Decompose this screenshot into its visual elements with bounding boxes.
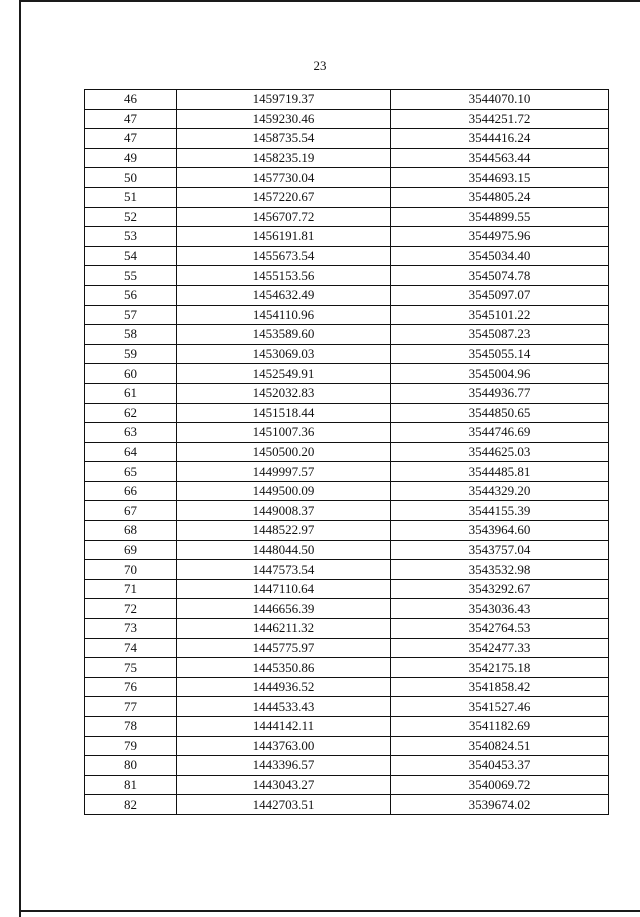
page-edge-top <box>20 0 640 2</box>
x-coordinate-cell: 1446656.39 <box>177 599 391 619</box>
y-coordinate-cell: 3544936.77 <box>391 383 609 403</box>
table-row <box>85 677 609 697</box>
point-number-cell: 59 <box>85 344 177 364</box>
point-number-cell: 63 <box>85 423 177 443</box>
y-coordinate-cell: 3544329.20 <box>391 481 609 501</box>
table-row <box>85 756 609 776</box>
table-row <box>85 129 609 149</box>
x-coordinate-cell: 1446211.32 <box>177 619 391 639</box>
x-coordinate-cell: 1445350.86 <box>177 658 391 678</box>
table-row <box>85 383 609 403</box>
table-row <box>85 325 609 345</box>
point-number-cell: 71 <box>85 579 177 599</box>
y-coordinate-cell: 3541858.42 <box>391 677 609 697</box>
table-row <box>85 599 609 619</box>
point-number-cell: 46 <box>85 90 177 110</box>
point-number-cell: 77 <box>85 697 177 717</box>
x-coordinate-cell: 1459230.46 <box>177 109 391 129</box>
y-coordinate-cell: 3545034.40 <box>391 246 609 266</box>
x-coordinate-cell: 1453589.60 <box>177 325 391 345</box>
table-row <box>85 285 609 305</box>
point-number-cell: 80 <box>85 756 177 776</box>
table-row <box>85 442 609 462</box>
point-number-cell: 81 <box>85 775 177 795</box>
table-row <box>85 717 609 737</box>
x-coordinate-cell: 1449008.37 <box>177 501 391 521</box>
point-number-cell: 61 <box>85 383 177 403</box>
table-row <box>85 187 609 207</box>
y-coordinate-cell: 3543036.43 <box>391 599 609 619</box>
point-number-cell: 75 <box>85 658 177 678</box>
table-row <box>85 246 609 266</box>
y-coordinate-cell: 3544805.24 <box>391 187 609 207</box>
point-number-cell: 78 <box>85 717 177 737</box>
y-coordinate-cell: 3543757.04 <box>391 540 609 560</box>
y-coordinate-cell: 3544070.10 <box>391 90 609 110</box>
point-number-cell: 66 <box>85 481 177 501</box>
point-number-cell: 47 <box>85 129 177 149</box>
y-coordinate-cell: 3544693.15 <box>391 168 609 188</box>
x-coordinate-cell: 1444142.11 <box>177 717 391 737</box>
x-coordinate-cell: 1456191.81 <box>177 227 391 247</box>
x-coordinate-cell: 1448522.97 <box>177 521 391 541</box>
table-row <box>85 501 609 521</box>
x-coordinate-cell: 1455153.56 <box>177 266 391 286</box>
y-coordinate-cell: 3540824.51 <box>391 736 609 756</box>
x-coordinate-cell: 1454110.96 <box>177 305 391 325</box>
x-coordinate-cell: 1447110.64 <box>177 579 391 599</box>
y-coordinate-cell: 3544485.81 <box>391 462 609 482</box>
y-coordinate-cell: 3545074.78 <box>391 266 609 286</box>
x-coordinate-cell: 1455673.54 <box>177 246 391 266</box>
point-number-cell: 51 <box>85 187 177 207</box>
y-coordinate-cell: 3543532.98 <box>391 560 609 580</box>
table-row <box>85 207 609 227</box>
y-coordinate-cell: 3544563.44 <box>391 148 609 168</box>
y-coordinate-cell: 3542477.33 <box>391 638 609 658</box>
y-coordinate-cell: 3544251.72 <box>391 109 609 129</box>
point-number-cell: 72 <box>85 599 177 619</box>
y-coordinate-cell: 3544155.39 <box>391 501 609 521</box>
coordinates-table-body <box>85 90 609 815</box>
y-coordinate-cell: 3545055.14 <box>391 344 609 364</box>
point-number-cell: 74 <box>85 638 177 658</box>
table-row <box>85 168 609 188</box>
y-coordinate-cell: 3543964.60 <box>391 521 609 541</box>
table-row <box>85 736 609 756</box>
table-row <box>85 227 609 247</box>
point-number-cell: 60 <box>85 364 177 384</box>
point-number-cell: 55 <box>85 266 177 286</box>
y-coordinate-cell: 3542764.53 <box>391 619 609 639</box>
x-coordinate-cell: 1459719.37 <box>177 90 391 110</box>
point-number-cell: 68 <box>85 521 177 541</box>
table-row <box>85 540 609 560</box>
x-coordinate-cell: 1443763.00 <box>177 736 391 756</box>
table-row <box>85 90 609 110</box>
x-coordinate-cell: 1452549.91 <box>177 364 391 384</box>
y-coordinate-cell: 3543292.67 <box>391 579 609 599</box>
x-coordinate-cell: 1453069.03 <box>177 344 391 364</box>
point-number-cell: 79 <box>85 736 177 756</box>
x-coordinate-cell: 1454632.49 <box>177 285 391 305</box>
point-number-cell: 73 <box>85 619 177 639</box>
coordinates-table <box>84 89 609 815</box>
y-coordinate-cell: 3542175.18 <box>391 658 609 678</box>
x-coordinate-cell: 1445775.97 <box>177 638 391 658</box>
point-number-cell: 47 <box>85 109 177 129</box>
table-row <box>85 560 609 580</box>
table-row <box>85 266 609 286</box>
table-row <box>85 795 609 815</box>
point-number-cell: 52 <box>85 207 177 227</box>
y-coordinate-cell: 3541527.46 <box>391 697 609 717</box>
table-row <box>85 305 609 325</box>
y-coordinate-cell: 3545087.23 <box>391 325 609 345</box>
y-coordinate-cell: 3544975.96 <box>391 227 609 247</box>
table-row <box>85 521 609 541</box>
x-coordinate-cell: 1442703.51 <box>177 795 391 815</box>
x-coordinate-cell: 1457730.04 <box>177 168 391 188</box>
table-row <box>85 109 609 129</box>
point-number-cell: 53 <box>85 227 177 247</box>
point-number-cell: 56 <box>85 285 177 305</box>
y-coordinate-cell: 3540453.37 <box>391 756 609 776</box>
point-number-cell: 50 <box>85 168 177 188</box>
y-coordinate-cell: 3545097.07 <box>391 285 609 305</box>
y-coordinate-cell: 3544416.24 <box>391 129 609 149</box>
x-coordinate-cell: 1458735.54 <box>177 129 391 149</box>
x-coordinate-cell: 1443396.57 <box>177 756 391 776</box>
x-coordinate-cell: 1458235.19 <box>177 148 391 168</box>
y-coordinate-cell: 3544899.55 <box>391 207 609 227</box>
point-number-cell: 67 <box>85 501 177 521</box>
table-row <box>85 148 609 168</box>
x-coordinate-cell: 1444936.52 <box>177 677 391 697</box>
table-row <box>85 344 609 364</box>
point-number-cell: 62 <box>85 403 177 423</box>
table-row <box>85 775 609 795</box>
x-coordinate-cell: 1457220.67 <box>177 187 391 207</box>
point-number-cell: 64 <box>85 442 177 462</box>
x-coordinate-cell: 1448044.50 <box>177 540 391 560</box>
x-coordinate-cell: 1444533.43 <box>177 697 391 717</box>
table-row <box>85 462 609 482</box>
x-coordinate-cell: 1449997.57 <box>177 462 391 482</box>
x-coordinate-cell: 1443043.27 <box>177 775 391 795</box>
table-row <box>85 579 609 599</box>
table-row <box>85 658 609 678</box>
table-row <box>85 364 609 384</box>
y-coordinate-cell: 3540069.72 <box>391 775 609 795</box>
table-row <box>85 403 609 423</box>
point-number-cell: 69 <box>85 540 177 560</box>
y-coordinate-cell: 3541182.69 <box>391 717 609 737</box>
page-number: 23 <box>313 58 327 73</box>
point-number-cell: 58 <box>85 325 177 345</box>
point-number-cell: 54 <box>85 246 177 266</box>
table-row <box>85 481 609 501</box>
x-coordinate-cell: 1456707.72 <box>177 207 391 227</box>
table-row <box>85 619 609 639</box>
y-coordinate-cell: 3545004.96 <box>391 364 609 384</box>
y-coordinate-cell: 3539674.02 <box>391 795 609 815</box>
y-coordinate-cell: 3544746.69 <box>391 423 609 443</box>
point-number-cell: 70 <box>85 560 177 580</box>
point-number-cell: 57 <box>85 305 177 325</box>
page-edge-left <box>19 0 21 917</box>
point-number-cell: 76 <box>85 677 177 697</box>
x-coordinate-cell: 1450500.20 <box>177 442 391 462</box>
point-number-cell: 65 <box>85 462 177 482</box>
y-coordinate-cell: 3544850.65 <box>391 403 609 423</box>
x-coordinate-cell: 1447573.54 <box>177 560 391 580</box>
page-edge-bottom <box>20 910 640 912</box>
table-row <box>85 697 609 717</box>
x-coordinate-cell: 1451518.44 <box>177 403 391 423</box>
y-coordinate-cell: 3545101.22 <box>391 305 609 325</box>
table-row <box>85 638 609 658</box>
point-number-cell: 49 <box>85 148 177 168</box>
x-coordinate-cell: 1449500.09 <box>177 481 391 501</box>
x-coordinate-cell: 1452032.83 <box>177 383 391 403</box>
x-coordinate-cell: 1451007.36 <box>177 423 391 443</box>
point-number-cell: 82 <box>85 795 177 815</box>
y-coordinate-cell: 3544625.03 <box>391 442 609 462</box>
table-row <box>85 423 609 443</box>
